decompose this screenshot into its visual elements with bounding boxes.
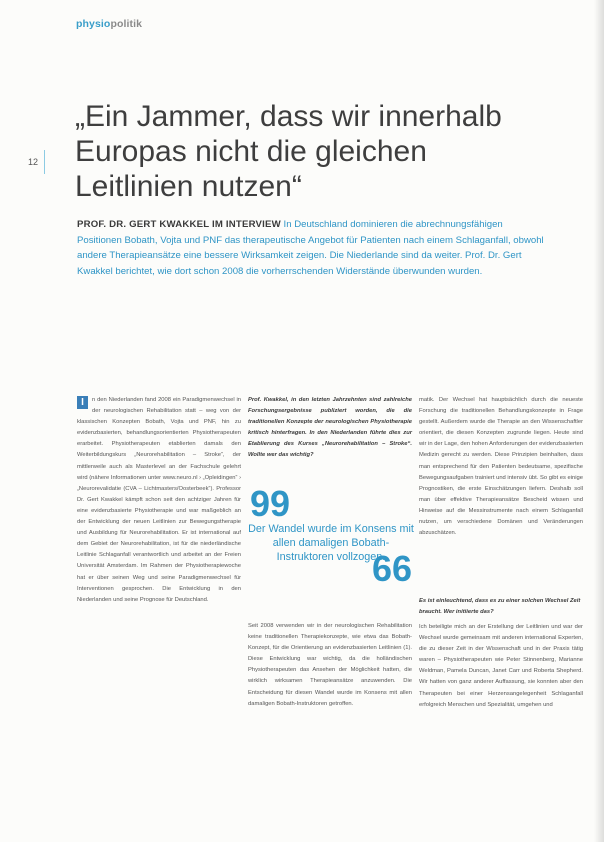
interview-question-2: Es ist einleuchtend, dass es zu einer solchen Wechsel Zeit braucht. Wer initiierte das? [419, 598, 581, 616]
section-label [76, 18, 142, 30]
column-2-question [248, 395, 412, 462]
page-edge-shadow [594, 0, 604, 842]
lead-text: In Deutschland dominieren die abrechnungsfähigen Positionen Bobath, Vojta und PNF das therapeutische Angebot für Patienten nach einem Schlaganfall, obwohl andere Therapieansätze eine bessere Wirksamkeit zeigen. Die Niederlande sind da weiter. Prof. Dr. Gert Kwakkel berichtet, wie dort schon 2008 die vorherrschenden Widerstände überwunden wurden. [77, 219, 544, 277]
page-number: 12 [28, 150, 45, 174]
column-3-question [419, 596, 583, 618]
column-1-text: n den Niederlanden fand 2008 ein Paradigmenwechsel in der neurologischen Rehabilitation statt – weg von der klassischen Konzepten Bobath, Vojta und PNF, hin zu evidenzbasierten, behandlungsorientierten Physiotherapeuten erarbeitet. Physiotherapeuten etablierten damals den Weiterbildungskurs „Neurorehabilitation – Stroke“, der mittlerweile auch als Masterlevel an der Fachschule gelehrt wird (nähere Informationen unter www.neuro.nl › „Opleidingen“ › „Neurorevalidatie (CVA – Lichtmasters/Oosterbeek“). Professor Dr. Gert Kwakkel kämpft schon seit den achtziger Jahren für eine evidenzbasierte Physiotherapie und war maßgeblich an der Entwicklung der neuen Leitlinien zur Bewegungstherapie und Ausbildung für Neurorehabilitation. Er ist international auf dem Gebiet der Neurorehabilitation, ist für die niederländische Leitlinie Schlaganfall verantwortlich und arbeitet an der Freien Universität Amsterdam. Im Rahmen der Physiotherapiewoche hat er über seinen Weg und seine Paradigmenwechsel für Interventionen gesprochen. Die Entwicklung in den Niederlanden und seine Prognose für Deutschland. [77, 397, 242, 603]
drop-cap: I [77, 396, 88, 409]
lead-author: PROF. DR. GERT KWAKKEL IM INTERVIEW [77, 219, 281, 230]
column-2-answer: Seit 2008 verwenden wir in der neurologischen Rehabilitation keine traditionellen Therapiekonzepte, wie etwa das Bobath-Konzept, für die Orientierung an evidenzbasierten Leitlinien (1). Diese Entwicklung war wichtig, da die holländischen Physiotherapeuten das Ansehen der Möglichkeit hatten, die wirklich wirksamen Therapieansätze anzuwenden. Die Entscheidung für diesen Wandel wurde im Konsens mit allen damaligen Bobath-Instruktoren getroffen. [248, 623, 412, 707]
column-3-answer: Ich beteiligte mich an der Erstellung der Leitlinien und war der Wechsel wurde gemeinsam mit anderen international Experten, die zu dieser Zeit in der Wissenschaft und in der Praxis tätig waren – Physiotherapeuten wie Peter Stinnenberg, Marianne Weldman, Pamela Duncan, Janet Carr und Roberta Shepherd. Wir hatten von ganz anderer Auffassung, sie konnten aber den Therapeuten bei einer Herzensangelegenheit Schlaganfall erfolgreich Menschen und Spezialität, umgehen und [419, 624, 583, 708]
section-label-physio: physio [76, 18, 111, 30]
lead-paragraph [77, 217, 547, 279]
column-3-top: matik. Der Wechsel hat hauptsächlich durch die neueste Forschung die traditionellen Behandlungskonzepte in Frage gestellt. Außerdem wurde die Therapie an den Wissenschaftler orientiert, die diesen Konzepten zugrunde liegen. Heute sind wir in der Lage, den hohen Anforderungen der evidenzbasierten Medizin gerecht zu werden. Diese Prinzipien beinhalten, dass man entsprechend für den Patienten bedeutsame, spezifische Bewegungsaufgaben trainiert und intensiv übt. So gibt es einige Prognostiken, die erste Einschätzungen liefern. Deshalb soll man über effektive Therapieansätze Bescheid wissen und Hinweise auf die Messinstrumente nach einem Schlaganfall nutzen, um verschiedene Domänen und Veränderungen abzuschätzen. [419, 397, 583, 537]
pull-quote: Der Wandel wurde im Konsens mit allen damaligen Bobath-Instruktoren vollzogen. [248, 523, 414, 563]
pull-quote-close-mark: 66 [372, 548, 413, 589]
pull-quote-open-mark: 99 [250, 483, 291, 524]
headline: „Ein Jammer, dass wir innerhalb Europas nicht die gleichen Leitlinien nutzen“ [75, 100, 502, 203]
section-label-politik: politik [110, 18, 143, 30]
interview-question-1: Prof. Kwakkel, in den letzten Jahrzehnten sind zahlreiche Forschungsergebnisse publiziert worden, die die traditionellen Konzepte der neurologischen Physiotherapie kritisch hinterfragen. In den Niederlanden führte dies zur Etablierung des Kurses „Neurorehabilitation – Stroke“. Wollte wer das wichtig? [248, 397, 412, 459]
column-1 [77, 395, 241, 606]
